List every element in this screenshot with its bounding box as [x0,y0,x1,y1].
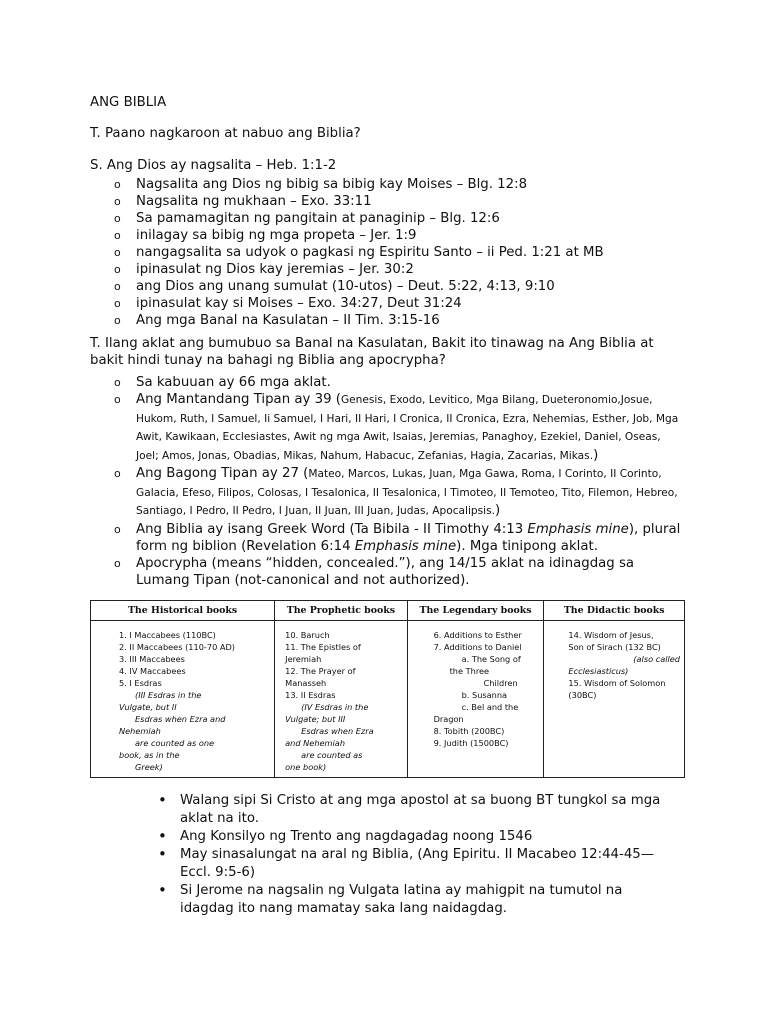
book-note-line: Vulgate, but II [119,702,177,712]
list-item: o ipinasulat kay si Moises – Exo. 34:27, Deut 31:24 [114,295,674,312]
column-header: The Prophetic books [275,601,407,621]
book-line: 3. III Maccabees [119,654,185,664]
book-line: Children [483,678,518,688]
book-note-line: Esdras when Ezra [301,726,374,736]
book-line: 12. The Prayer of [285,666,356,676]
list-item: o Sa kabuuan ay 66 mga aklat. [114,374,684,391]
bullet-item: • Ang Konsilyo ng Trento ang nagdagadag noong 1546 [158,828,678,846]
book-note-line: Nehemiah [119,726,161,736]
book-line: 14. Wisdom of Jesus, [568,630,654,640]
book-note-line: book, as in the [119,750,180,760]
historical-books-cell [91,621,275,778]
book-line: Manasseh [285,678,327,688]
book-line: (30BC) [568,690,597,700]
book-note-line: are counted as [301,750,363,760]
old-testament-books: Genesis, Exodo, Levitico, Mga Bilang, Dueteronomio,Josue, Hukom, Ruth, I Samuel, Ii Samuel, I Hari, II Hari, I Cronica, II Cronica, Ezra, Nehemias, Esther, Job, Mga Awit, Kawikaan, Ecclesiastes, Awit ng mga Awit, Isaias, Jeremias, Panaghoy, Ezekiel, Daniel, Oseas, Joel; Amos, Jonas, Obadias, Mikas, Nahum, Habacuc, Zefanias, Hagia, Zacarias, Mikas. [136,394,679,462]
list-item: o Nagsalita ng mukhaan – Exo. 33:11 [114,193,674,210]
answer-1: S. Ang Dios ay nagsalita – Heb. 1:1-2 [90,158,337,173]
list-item: o Nagsalita ang Dios ng bibig sa bibig kay Moises – Blg. 12:8 [114,176,674,193]
book-line: Jeremiah [285,654,322,664]
question-2-line-2: bakit hindi tunay na bahagi ng Biblia ang apocrypha? [90,353,446,368]
book-line: 1. I Maccabees (110BC) [119,630,216,640]
new-testament-lead: Ang Bagong Tipan ay 27 ( [136,466,309,481]
question-2-line-1: T. Ilang aklat ang bumubuo sa Banal na Kasulatan, Bakit ito tinawag na Ang Biblia at [90,336,654,351]
book-line: 10. Baruch [285,630,330,640]
new-testament-books: Mateo, Marcos, Lukas, Juan, Mga Gawa, Roma, I Corinto, II Corinto, Galacia, Efeso, Filipos, Colosas, I Tesalonica, II Tesalonica, I Timoteo, II Temoteo, Tito, Filemon, Hebreo, Santiago, I Pedro, II Pedro, I Juan, II Juan, III Juan, Judas, Apocalipsis. [136,468,678,517]
old-testament-close: ) [593,447,599,463]
book-line: 11. The Epistles of [285,642,361,652]
bullet-item: • Walang sipi Si Cristo at ang mga apostol at sa buong BT tungkol sa mga aklat na ito. [158,792,678,828]
old-testament-item [114,391,684,465]
list-item: o ipinasulat ng Dios kay jeremias – Jer. 30:2 [114,261,674,278]
book-note-line: are counted as one [135,738,215,748]
answer-2-list [114,374,684,589]
column-header: The Didactic books [544,601,685,621]
prophetic-books-cell [275,621,407,778]
question-2 [90,335,654,369]
emphasis-text: Emphasis mine [527,521,629,537]
legendary-books-cell [407,621,544,778]
old-testament-lead: Ang Mantandang Tipan ay 39 ( [136,392,341,407]
apocrypha-item: o Apocrypha (means “hidden, concealed.”), ang 14/15 aklat na idinagdag sa Lumang Tipan (not-canonical and not authorized). [114,555,684,589]
book-line: 2. II Maccabees (110-70 AD) [119,642,235,652]
new-testament-close: ) [494,503,501,518]
apocrypha-books-table [90,600,685,778]
book-note-line: Greek) [135,762,163,772]
book-note-line: (also called [633,654,680,664]
book-note-line: one book) [285,762,327,772]
book-line: the Three [449,666,490,676]
greek-word-text-c: ). Mga tinipong aklat. [456,538,598,554]
answer-1-list [114,176,674,329]
didactic-books-cell [544,621,685,778]
book-line: 9. Judith (1500BC) [433,738,509,748]
greek-word-text-a: Ang Biblia ay isang Greek Word (Ta Bibila - II Timothy 4:13 [136,521,528,537]
column-header: The Historical books [91,601,275,621]
bullet-item: • May sinasalungat na aral ng Biblia, (Ang Epiritu. II Macabeo 12:44-45—Eccl. 9:5-6) [158,846,678,882]
column-header: The Legendary books [407,601,544,621]
emphasis-text: Emphasis mine [354,538,457,554]
book-note-line: and Nehemiah [285,738,346,748]
book-note-line: (IV Esdras in the [301,702,369,712]
book-line: 4. IV Maccabees [119,666,186,676]
book-note-line: Ecclesiasticus) [568,666,629,676]
book-note-line: Vulgate; but III [285,714,346,724]
new-testament-item [114,465,684,521]
list-item: o ang Dios ang unang sumulat (10-utos) – Deut. 5:22, 4:13, 9:10 [114,278,674,295]
table-header-row [91,601,685,621]
book-note-line: Esdras when Ezra and [135,714,226,724]
book-line: c. Bel and the [461,702,519,712]
greek-word-item [114,521,684,555]
book-line: 13. II Esdras [285,690,336,700]
book-line: a. The Song of [461,654,521,664]
bullet-item: • Si Jerome na nagsalin ng Vulgata latina ay mahigpit na tumutol na idagdag ito nang mamatay saka lang naidagdag. [158,882,678,918]
book-line: Son of Sirach (132 BC) [568,642,661,652]
list-item: o Ang mga Banal na Kasulatan – II Tim. 3:15-16 [114,312,674,329]
book-line: 8. Tobith (200BC) [433,726,505,736]
book-line: 5. I Esdras [119,678,162,688]
book-line: 15. Wisdom of Solomon [568,678,666,688]
book-line: 7. Additions to Daniel [433,642,522,652]
book-note-line: (III Esdras in the [135,690,202,700]
apocrypha-notes-list [158,792,678,918]
document-title: ANG BIBLIA [90,95,167,110]
book-line: b. Susanna [461,690,508,700]
list-item: o nangagsalita sa udyok o pagkasi ng Espiritu Santo – ii Ped. 1:21 at MB [114,244,674,261]
book-line: Dragon [433,714,464,724]
list-item: o inilagay sa bibig ng mga propeta – Jer. 1:9 [114,227,674,244]
greek-word-text-b: ), plural form ng biblion (Revelation 6:14 [136,521,681,554]
book-line: 6. Additions to Esther [433,630,522,640]
list-item: o Sa pamamagitan ng pangitain at panaginip – Blg. 12:6 [114,210,674,227]
table-row [91,621,685,778]
question-1: T. Paano nagkaroon at nabuo ang Biblia? [90,126,361,141]
